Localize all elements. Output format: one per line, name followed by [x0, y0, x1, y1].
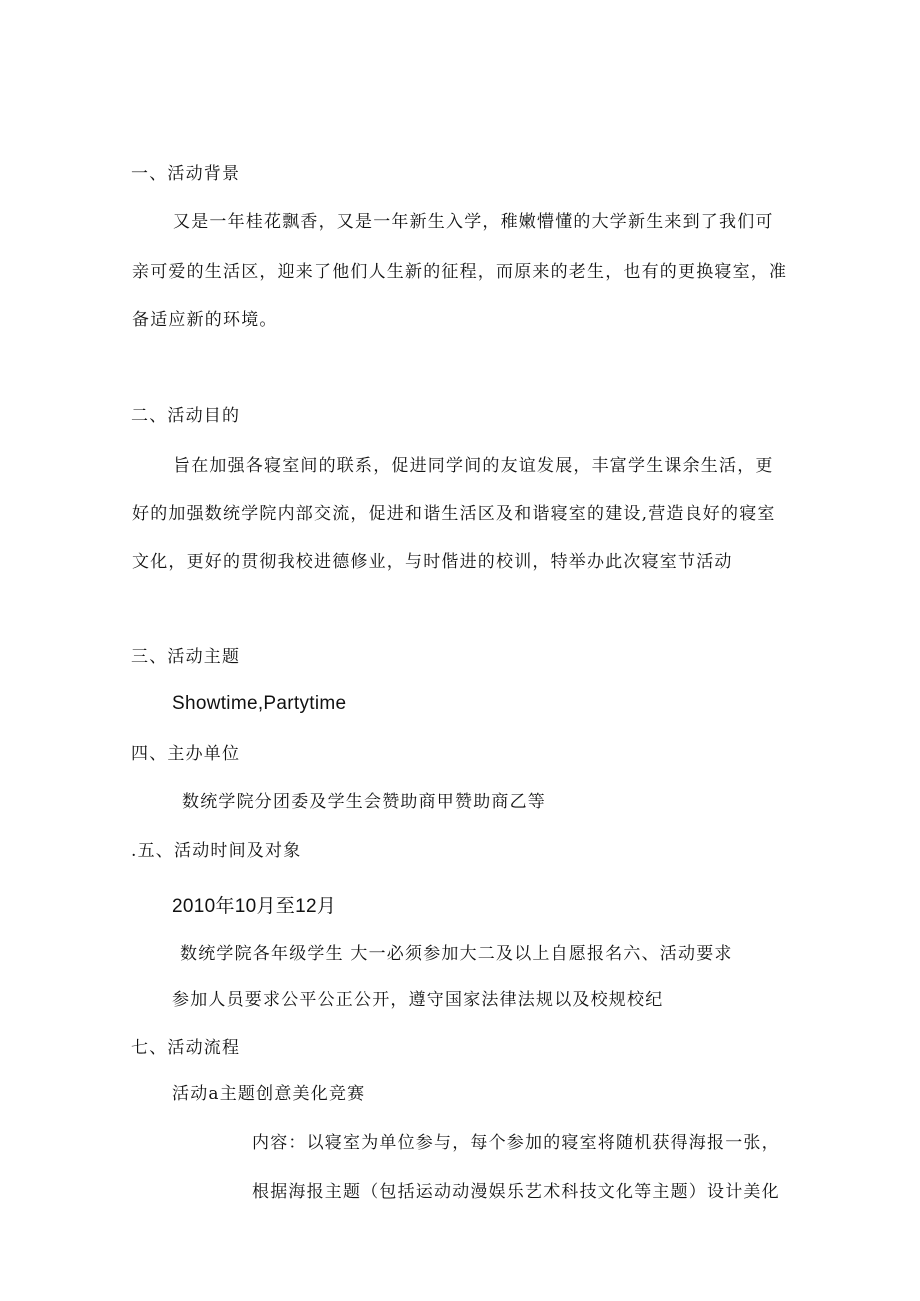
date-text: 2010年10月至12月: [172, 896, 337, 917]
section-heading-process: 七、活动流程: [131, 1038, 241, 1058]
section-heading-purpose: 二、活动目的: [131, 406, 241, 426]
section-heading-background: 一、活动背景: [131, 164, 241, 184]
paragraph-line: 根据海报主题（包括运动动漫娱乐艺术科技文化等主题）设计美化: [252, 1182, 780, 1202]
section-heading-theme: 三、活动主题: [131, 647, 241, 667]
paragraph-line: 亲可爱的生活区，迎来了他们人生新的征程，而原来的老生，也有的更换寝室，准: [132, 262, 788, 282]
section-heading-time-audience: .五、活动时间及对象: [131, 841, 302, 861]
audience-text: 数统学院各年级学生 大一必须参加大二及以上自愿报名六、活动要求: [180, 944, 733, 964]
paragraph-line: 好的加强数统学院内部交流，促进和谐生活区及和谐寝室的建设,营造良好的寝室: [132, 504, 776, 524]
organizer-text: 数统学院分团委及学生会赞助商甲赞助商乙等: [182, 792, 546, 812]
paragraph-line: 文化，更好的贯彻我校进德修业，与时偕进的校训，特举办此次寝室节活动: [132, 552, 733, 572]
paragraph-line: 旨在加强各寝室间的联系，促进同学间的友谊发展，丰富学生课余生活，更: [173, 456, 774, 476]
paragraph-line: 内容：以寝室为单位参与，每个参加的寝室将随机获得海报一张，: [252, 1133, 780, 1153]
section-heading-organizer: 四、主办单位: [131, 744, 241, 764]
theme-text: Showtime,Partytime: [172, 693, 347, 714]
requirement-text: 参加人员要求公平公正公开，遵守国家法律法规以及校规校纪: [172, 990, 664, 1010]
activity-subheading: 活动a主题创意美化竞赛: [172, 1084, 366, 1104]
paragraph-line: 备适应新的环境。: [132, 310, 278, 330]
paragraph-line: 又是一年桂花飘香，又是一年新生入学，稚嫩懵懂的大学新生来到了我们可: [173, 212, 774, 232]
